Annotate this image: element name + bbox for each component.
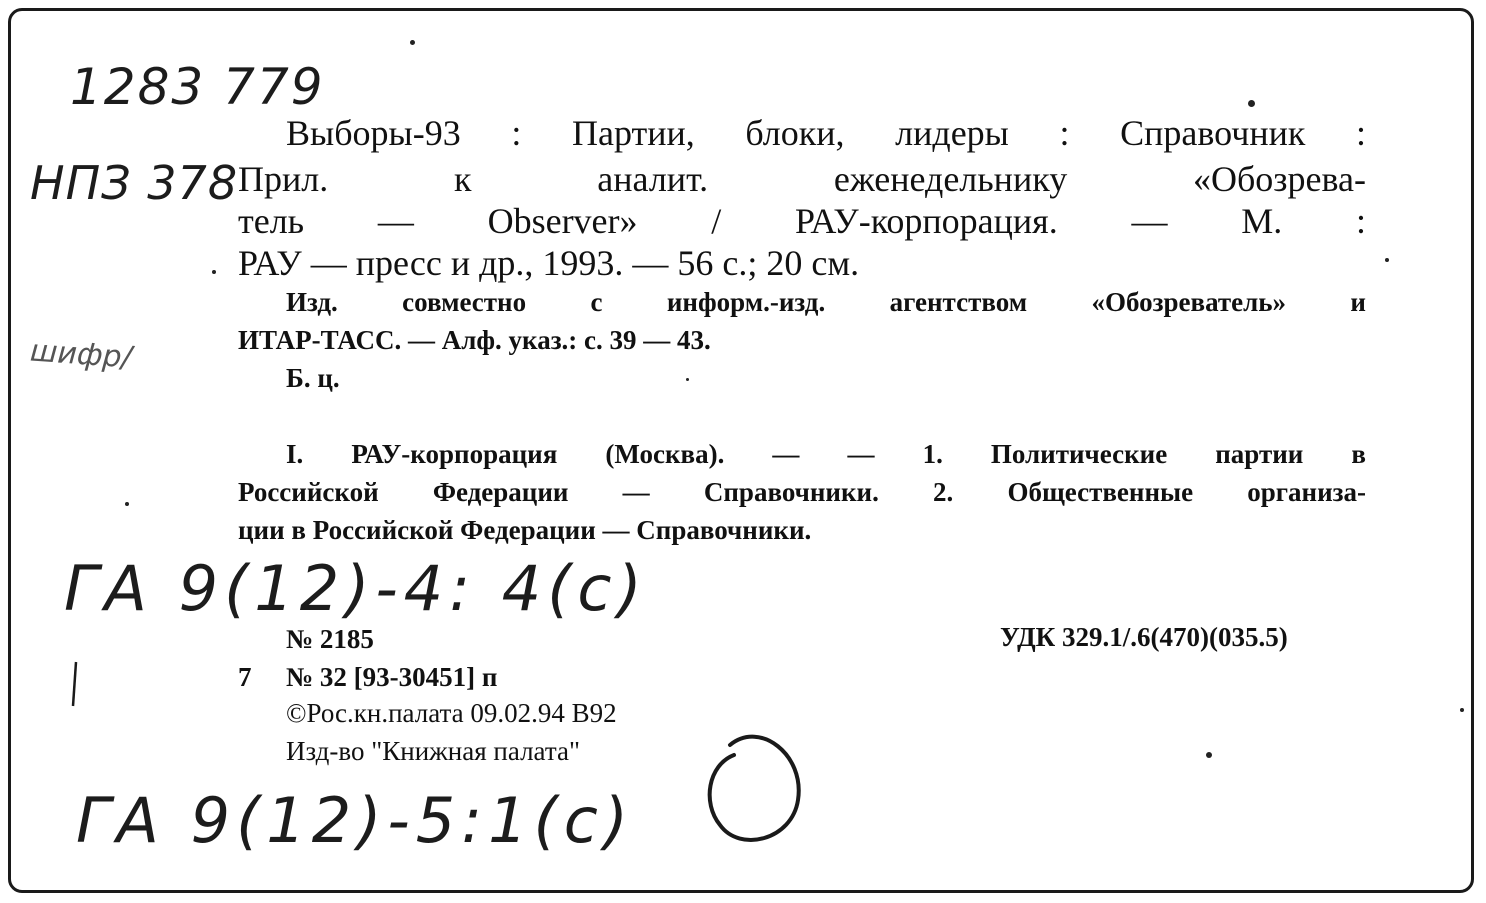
publisher-line: Изд-во "Книжная палата" bbox=[286, 736, 580, 766]
handwritten-circle-mark bbox=[700, 725, 810, 850]
scan-speck bbox=[410, 40, 415, 45]
scan-speck bbox=[125, 502, 129, 506]
handwritten-npz-number: НПЗ 378 bbox=[30, 156, 239, 210]
title-line-1: Выборы-93 : Партии, блоки, лидеры : Справочник : bbox=[286, 113, 1366, 153]
subject-line-2: Российской Федерации — Справочники. 2. Общественные организа- bbox=[238, 477, 1366, 507]
registry-line: № 32 [93-30451] п bbox=[286, 662, 498, 692]
scan-speck bbox=[1206, 752, 1212, 758]
handwritten-class-mark-lower: ГА 9(12)-5:1(с) bbox=[76, 784, 634, 857]
udk-code: УДК 329.1/.6(470)(035.5) bbox=[1000, 622, 1288, 652]
title-line-3: тель — Observer» / РАУ-корпорация. — М. : bbox=[238, 201, 1366, 241]
subject-line-3: ции в Российской Федерации — Справочники. bbox=[238, 515, 812, 545]
scan-speck bbox=[1248, 100, 1255, 107]
scan-speck bbox=[686, 378, 689, 381]
copyright-line: ©Рос.кн.палата 09.02.94 В92 bbox=[286, 698, 617, 728]
scan-speck bbox=[1460, 708, 1464, 712]
stray-pen-mark bbox=[68, 660, 82, 710]
record-number: № 2185 bbox=[286, 624, 374, 654]
note-line-2: ИТАР-ТАСС. — Алф. указ.: с. 39 — 43. bbox=[238, 325, 711, 355]
subject-line-1: I. РАУ-корпорация (Москва). — — 1. Политические партии в bbox=[286, 439, 1366, 469]
note-line-1: Изд. совместно с информ.-изд. агентством «Обозреватель» и bbox=[286, 287, 1366, 317]
scan-speck bbox=[212, 270, 216, 274]
handwritten-class-mark-upper: ГА 9(12)-4: 4(с) bbox=[64, 552, 648, 625]
scan-speck bbox=[1385, 258, 1389, 262]
title-line-2: Прил. к аналит. еженедельнику «Обозрева- bbox=[238, 159, 1366, 199]
registry-prefix: 7 bbox=[238, 662, 252, 692]
handwritten-shifr-note: шифр/ bbox=[28, 333, 133, 376]
title-line-4: РАУ — пресс и др., 1993. — 56 с.; 20 см. bbox=[238, 243, 860, 283]
handwritten-catalog-number: 1283 779 bbox=[70, 58, 325, 116]
binding-note: Б. ц. bbox=[286, 363, 340, 393]
